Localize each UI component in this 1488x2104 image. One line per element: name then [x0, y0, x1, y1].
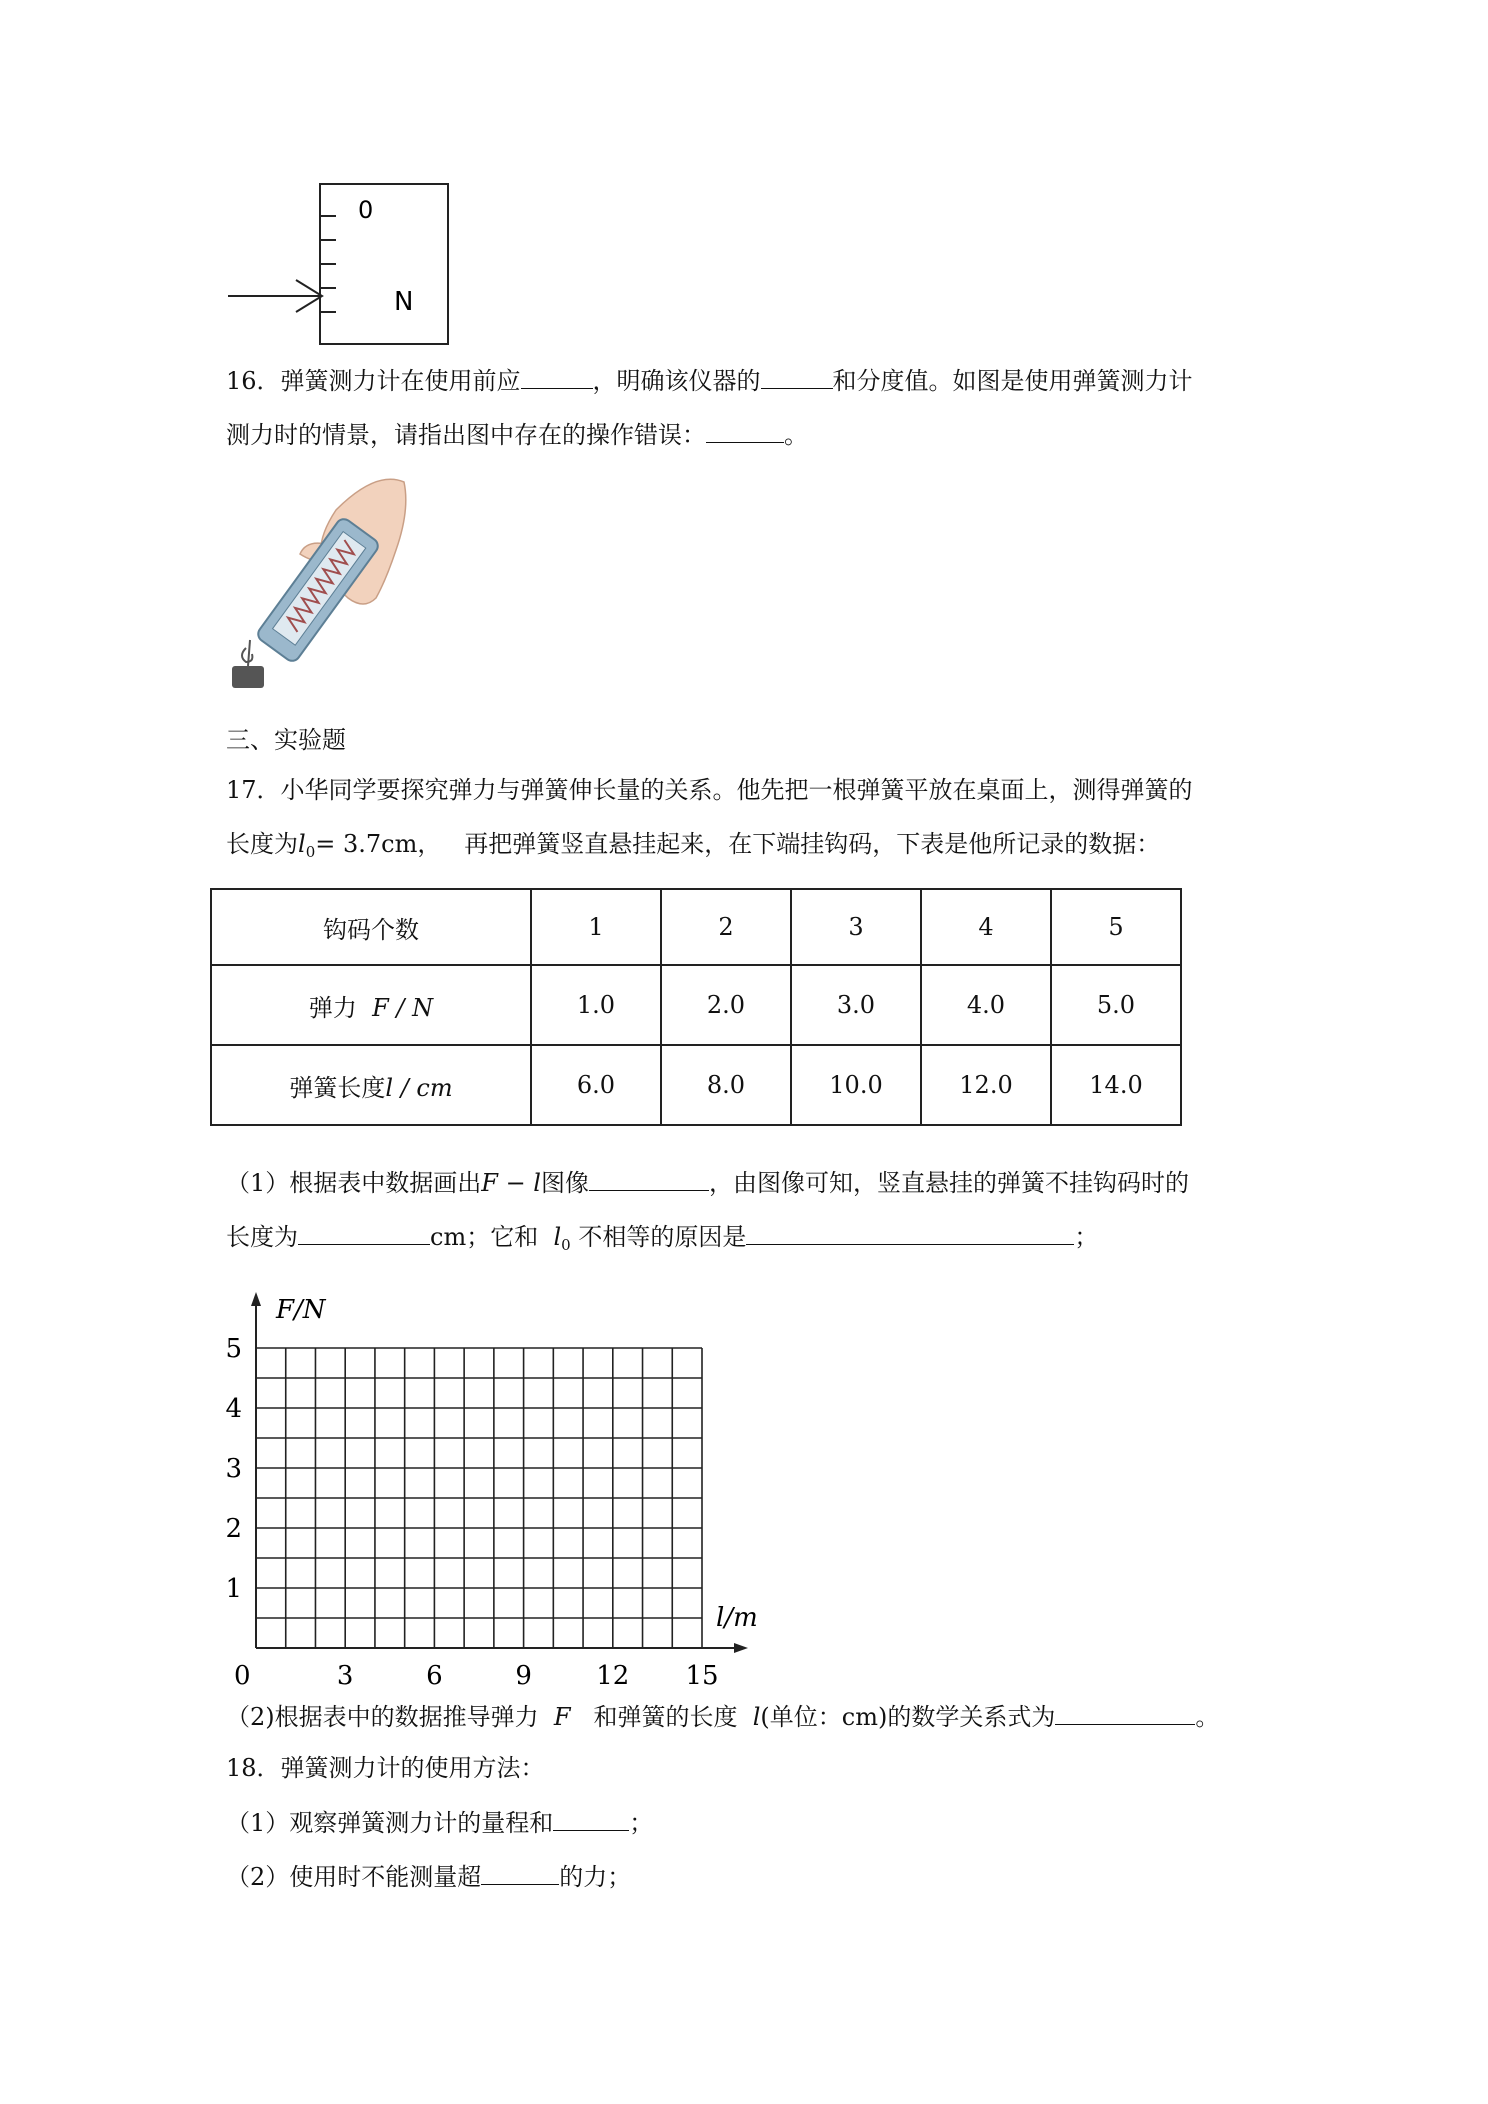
- x-tick-label: 12: [596, 1661, 630, 1690]
- spring-scale-diagram: [226, 180, 466, 350]
- y-axis-label: F/N: [276, 1295, 326, 1325]
- table-cell: 5: [1051, 889, 1181, 965]
- table-cell: 1: [531, 889, 661, 965]
- x-tick-label: 6: [426, 1661, 443, 1690]
- table-cell: 2.0: [661, 965, 791, 1045]
- row-label: 弹力 F / N: [211, 965, 531, 1045]
- y-tick-label: 1: [225, 1574, 242, 1604]
- table-cell: 6.0: [531, 1045, 661, 1125]
- table-row: [211, 965, 1181, 1045]
- y-tick-label: 2: [225, 1514, 242, 1544]
- q16-blank-3[interactable]: [706, 418, 784, 443]
- q18-title: 18．弹簧测力计的使用方法：: [226, 1754, 545, 1782]
- table-cell: 14.0: [1051, 1045, 1181, 1125]
- y-tick-label: 5: [225, 1334, 242, 1364]
- x-tick-label: 15: [685, 1661, 719, 1690]
- table-row: [211, 889, 1181, 965]
- hand-holding-spring-scale-image: [226, 470, 416, 710]
- table-cell: 2: [661, 889, 791, 965]
- table-cell: 5.0: [1051, 965, 1181, 1045]
- q17-part1-line1: （1）根据表中数据画出F − l图像 ，由图像可知，竖直悬挂的弹簧不挂钩码时的: [226, 1166, 1189, 1199]
- q16-blank-2[interactable]: [761, 364, 833, 389]
- q18-step2: （2）使用时不能测量超 的力；: [226, 1860, 631, 1893]
- x-tick-label: 9: [515, 1661, 532, 1690]
- table-cell: 3: [791, 889, 921, 965]
- row-label: 弹簧长度l / cm: [211, 1045, 531, 1125]
- q17-part2: （2)根据表中的数据推导弹力 F 和弹簧的长度 l(单位：cm)的数学关系式为 。: [226, 1700, 1219, 1733]
- x-axis-arrow: [734, 1643, 748, 1653]
- data-table: [210, 888, 1182, 1126]
- x-tick-label: 3: [336, 1661, 354, 1690]
- origin-label: 0: [234, 1661, 251, 1690]
- q18-blank-1[interactable]: [553, 1806, 629, 1831]
- q18-blank-2[interactable]: [481, 1860, 559, 1885]
- q18-step1: （1）观察弹簧测力计的量程和 ；: [226, 1806, 653, 1839]
- table-cell: 1.0: [531, 965, 661, 1045]
- table-cell: 12.0: [921, 1045, 1051, 1125]
- q17-line1: 17．小华同学要探究弹力与弹簧伸长量的关系。他先把一根弹簧平放在桌面上，测得弹簧的: [226, 776, 1193, 804]
- table-cell: 8.0: [661, 1045, 791, 1125]
- q16-line1: 16．弹簧测力计在使用前应 ，明确该仪器的 和分度值。如图是使用弹簧测力计: [226, 364, 1193, 397]
- q17-line2: 长度为$l_0= 3.7cm$， 再把弹簧竖直悬挂起来，在下端挂钩码，下表是他所记录的数据：: [226, 830, 1161, 861]
- q17-blank-reason[interactable]: [746, 1220, 1074, 1245]
- q17-part1-line2: 长度为 cm；它和 $l_0$ 不相等的原因是 ；: [226, 1220, 1098, 1261]
- q16-blank-1[interactable]: [521, 364, 593, 389]
- table-cell: 10.0: [791, 1045, 921, 1125]
- y-tick-label: 4: [225, 1394, 242, 1424]
- q17-blank-length[interactable]: [298, 1220, 430, 1245]
- q17-blank-graph[interactable]: [589, 1166, 709, 1191]
- scale-unit-label: N: [394, 287, 414, 317]
- table-cell: 4.0: [921, 965, 1051, 1045]
- scale-zero-label: 0: [358, 196, 374, 224]
- x-axis-label: l/m: [716, 1603, 758, 1633]
- q17-blank-formula[interactable]: [1055, 1700, 1195, 1725]
- table-cell: 3.0: [791, 965, 921, 1045]
- table-cell: 4: [921, 889, 1051, 965]
- f-l-grid-chart[interactable]: [220, 1270, 780, 1690]
- table-row: [211, 1045, 1181, 1125]
- section-heading-experiment: 三、实验题: [226, 726, 346, 754]
- y-axis-arrow: [251, 1292, 261, 1306]
- row-label: 钩码个数: [211, 889, 531, 965]
- y-tick-label: 3: [225, 1454, 242, 1484]
- q16-line2: 测力时的情景，请指出图中存在的操作错误： 。: [226, 418, 808, 451]
